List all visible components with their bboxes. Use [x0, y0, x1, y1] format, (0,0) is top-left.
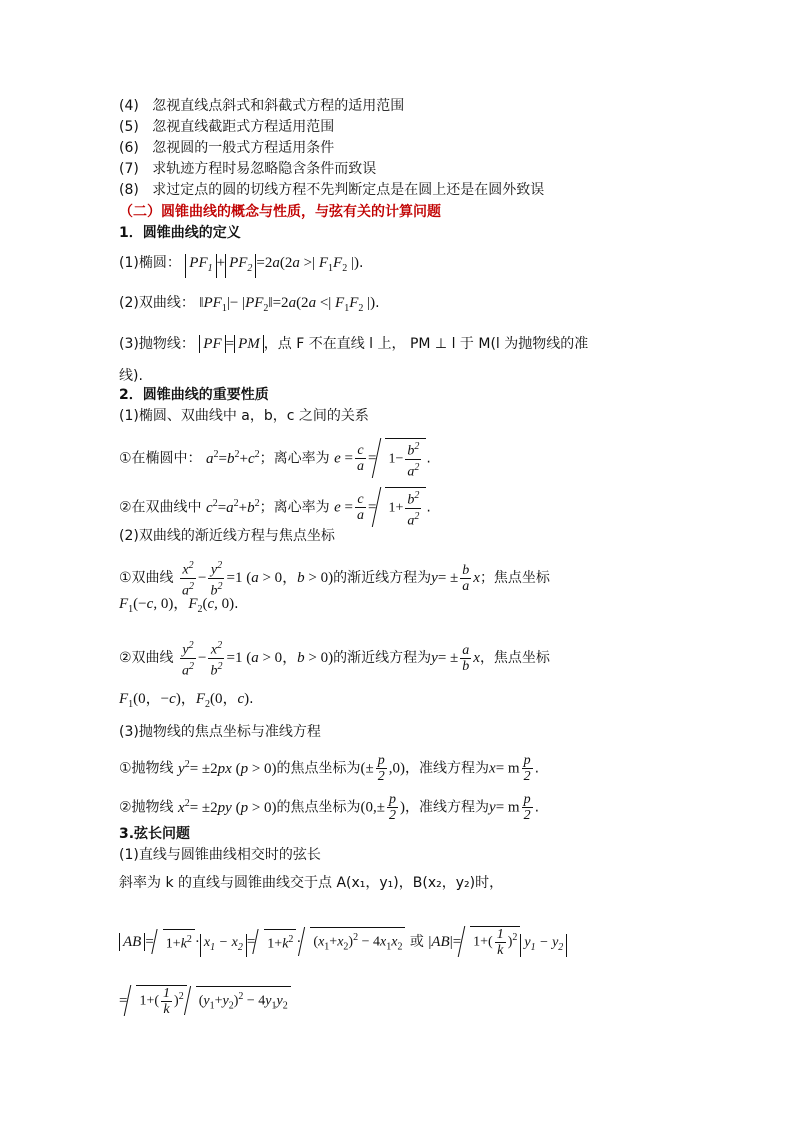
- hyperbola-formula: $‖PF_1|-$ $|PF_2‖=2a(2a$ <| $F_1F_2$ |): [199, 295, 376, 314]
- parabola-definition-cont: 线).: [119, 368, 143, 384]
- ellipse-formula: $PF_1 + PF_2 =2a(2a$ >| $F_1F_2$ |): [185, 255, 359, 271]
- subheading-parabola: (3)抛物线的焦点坐标与准线方程: [119, 724, 321, 740]
- section-title: （二）圆锥曲线的概念与性质，与弦有关的计算问题: [119, 204, 441, 220]
- ellipse-definition: (1)椭圆： $PF_1 + PF_2 =2a(2a$ >| $F_1F_2$ |).: [119, 253, 363, 279]
- list-item: (7) 求轨迹方程时易忽略隐含条件而致误: [119, 161, 377, 177]
- list-item: (6) 忽视圆的一般式方程适用条件: [119, 140, 335, 156]
- parabola-definition: (3)抛物线： PF = PM ，点 F 不在直线 l 上， PM ⊥ l 于 M(l 为抛物线的准: [119, 336, 589, 352]
- hyperbola-relation: ②在双曲线中 $c^2=a^2+b^2$；离心率为 e = $\frac{c}{a}$ = 1+ $\frac{b^2}{a^2}$ .: [119, 487, 431, 528]
- list-item: (4) 忽视直线点斜式和斜截式方程的适用范围: [119, 98, 405, 114]
- ellipse-relation: ①在椭圆中： $a^2=b^2+c^2$；离心率为 e = $\frac{c}{a}$ = 1− $\frac{b^2}{a^2}$ .: [119, 438, 431, 479]
- parabola-y: ②抛物线 $x^2= \pm 2py$ (p > 0)的焦点坐标为(0,± $\frac{p}{2}$ )，准线方程为y= m $\frac{p}{2}$ .: [119, 792, 540, 823]
- subheading-relations: (1)椭圆、双曲线中 a，b，c 之间的关系: [119, 408, 369, 424]
- chord-formula-cont: = 1+( $\frac{1}{k}$ )$^2$ $(y_1+y_2)^2 - 4y_1y_2$: [119, 985, 291, 1017]
- subheading-chord-length: (1)直线与圆锥曲线相交时的弦长: [119, 847, 321, 863]
- list-item: (8) 求过定点的圆的切线方程不先判断定点是在圆上还是在圆外致误: [119, 182, 545, 198]
- hyperbola-x-foci: $F_1(-c$, 0)，$F_2(c$, 0).: [119, 596, 239, 615]
- chord-formula: AB = $1+k^2 \cdot x_1 - x_2 = 1+k^2 \cdot (x_1+x_2)^2 - 4x_1x_2$ 或 |AB|= 1+( $\frac{1}{k}$ )$^2$ $y_1 - y_2$: [119, 926, 567, 958]
- hyperbola-y-foci: $F_1(0$，−c)，$F_2(0$，c).: [119, 691, 254, 710]
- parabola-x: ①抛物线 $y^2= \pm 2px$ (p > 0)的焦点坐标为(± $\frac{p}{2}$ ,0)，准线方程为x= m $\frac{p}{2}$ .: [119, 753, 540, 784]
- hyperbola-y-asymptote: ②双曲线 $\frac{y^2}{a^2}$ − $\frac{x^2}{b^2}$ =1 (a > 0，b > 0)的渐近线方程为y= ± $\frac{a}{b}$ x，焦点坐标: [119, 640, 550, 679]
- subheading-asymptotes: (2)双曲线的渐近线方程与焦点坐标: [119, 528, 335, 544]
- heading-properties: 2．圆锥曲线的重要性质: [119, 387, 269, 403]
- hyperbola-definition: (2)双曲线： $‖PF_1|-$ $|PF_2‖=2a(2a$ <| $F_1F_2$ |).: [119, 295, 380, 314]
- heading-chord: 3.弦长问题: [119, 826, 191, 842]
- list-item: (5) 忽视直线截距式方程适用范围: [119, 119, 335, 135]
- parabola-formula: PF = PM: [199, 336, 263, 352]
- chord-setup: 斜率为 k 的直线与圆锥曲线交于点 A(x₁，y₁)，B(x₂，y₂)时，: [119, 875, 504, 891]
- heading-definition: 1．圆锥曲线的定义: [119, 225, 241, 241]
- hyperbola-x-asymptote: ①双曲线 $\frac{x^2}{a^2}$ − $\frac{y^2}{b^2}$ =1 (a > 0，b > 0)的渐近线方程为y= ± $\frac{b}{a}$ x；焦点坐标: [119, 560, 550, 599]
